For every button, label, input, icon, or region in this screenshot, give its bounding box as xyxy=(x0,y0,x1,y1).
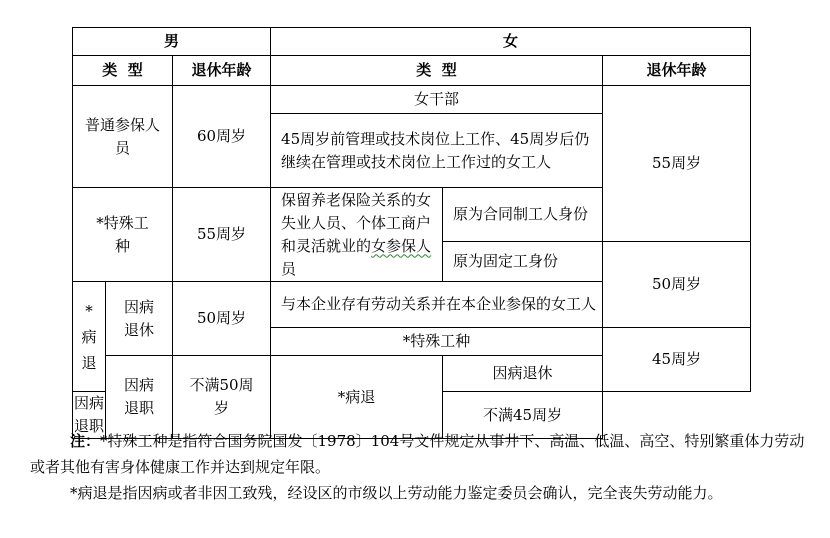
retirement-age-table xyxy=(72,27,751,439)
note-disease-retire xyxy=(30,480,810,506)
notes xyxy=(30,428,810,506)
male-special-type: *特殊工种 xyxy=(73,188,173,282)
male-disease-resign-age: 不满50周岁 xyxy=(173,356,271,439)
male-disease-retire-type: 因病退休 xyxy=(106,282,173,356)
insured-group-suffix: 员 xyxy=(281,259,297,278)
female-cadre: 女干部 xyxy=(271,86,603,114)
header-female: 女 xyxy=(271,28,751,56)
female-mgmt-worker: 45周岁前管理或技术岗位上工作、45周岁后仍继续在管理或技术岗位上工作过的女工人 xyxy=(271,114,603,188)
male-disease-retire-age: 50周岁 xyxy=(173,282,271,356)
female-age-55: 55周岁 xyxy=(603,86,751,242)
female-disease-resign: 因病退职 xyxy=(73,392,106,439)
header-female-age: 退休年龄 xyxy=(603,56,751,86)
male-ordinary-age: 60周岁 xyxy=(173,86,271,188)
female-contract: 原为合同制工人身份 xyxy=(443,188,603,242)
female-insured-group xyxy=(271,188,443,282)
note-special-work-text: *特殊工种是指符合国务院国发〔1978〕104号文件规定从事井下、高温、低温、高空、特别繁重体力劳动或者其他有害身体健康工作并达到规定年限。 xyxy=(30,432,805,476)
male-ordinary-type: 普通参保人员 xyxy=(73,86,173,188)
female-special-type: *特殊工种 xyxy=(271,328,603,356)
header-female-type: 类 型 xyxy=(271,56,603,86)
female-fixed: 原为固定工身份 xyxy=(443,242,603,282)
female-disease-label: *病退 xyxy=(271,356,443,439)
female-enterprise-worker: 与本企业存有劳动关系并在本企业参保的女工人 xyxy=(271,282,603,328)
note-disease-retire-text: *病退是指因病或者非因工致残，经设区的市级以上劳动能力鉴定委员会确认，完全丧失劳动能力。 xyxy=(70,484,723,502)
insured-group-underlined: 女参保人 xyxy=(371,236,432,255)
female-age-50: 50周岁 xyxy=(603,242,751,328)
female-age-lt45: 不满45周岁 xyxy=(443,392,603,439)
female-disease-retire: 因病退休 xyxy=(443,356,603,392)
male-disease-resign-type: 因病退职 xyxy=(106,356,173,439)
note-prefix: 注： xyxy=(70,432,101,450)
insured-group-prefix: 保留养老保险关系的女失业人员、个体工商户和灵活就业的 xyxy=(281,190,432,255)
note-special-work xyxy=(30,428,810,480)
header-male-type: 类 型 xyxy=(73,56,173,86)
male-disease-label: *病退 xyxy=(73,282,106,392)
male-special-age: 55周岁 xyxy=(173,188,271,282)
female-age-45: 45周岁 xyxy=(603,328,751,392)
header-male-age: 退休年龄 xyxy=(173,56,271,86)
header-male: 男 xyxy=(73,28,271,56)
